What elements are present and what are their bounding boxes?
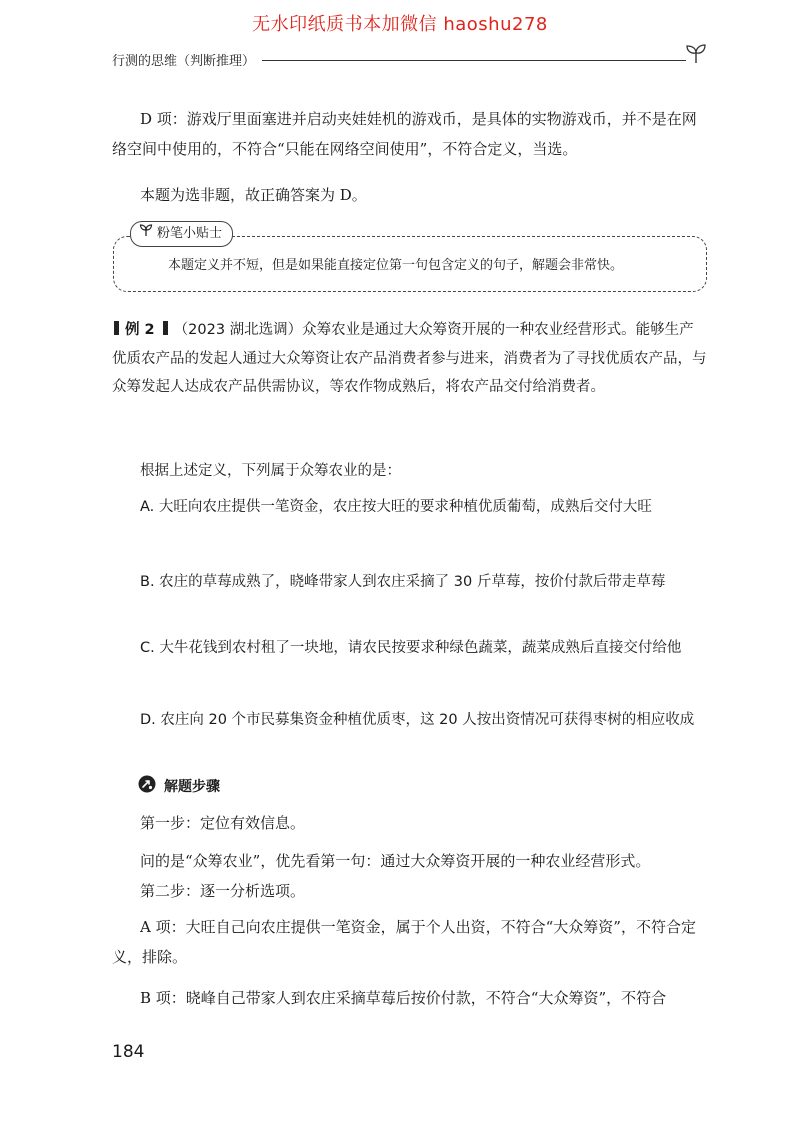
- step-one-detail: 问的是“众筹农业”，优先看第一句：通过大众筹资开展的一种农业经营形式。: [140, 852, 651, 870]
- example-source: （2023 湖北选调）: [173, 322, 303, 338]
- solution-heading: [138, 775, 220, 797]
- example-label: 例 2: [125, 322, 155, 338]
- example-marker-right: [163, 321, 168, 335]
- step-one: 第一步：定位有效信息。: [140, 814, 306, 832]
- solution-heading-text: 解题步骤: [164, 779, 220, 795]
- header-title: 行测的思维（判断推理）: [112, 54, 256, 69]
- option-b: B. 农庄的草莓成熟了，晓峰带家人到农庄采摘了 30 斤草莓，按价付款后带走草莓: [140, 574, 666, 590]
- tip-tag: [130, 221, 233, 247]
- example-question: 根据上述定义，下列属于众筹农业的是：: [140, 463, 401, 479]
- step-two: 第二步：逐一分析选项。: [140, 882, 306, 900]
- steps-icon: [138, 775, 156, 797]
- running-header: [112, 48, 708, 72]
- page-number: 184: [112, 1042, 145, 1062]
- sprout-icon: [684, 42, 708, 68]
- sprout-icon: [139, 222, 153, 246]
- option-d: D. 农庄向 20 个市民募集资金种植优质枣，这 20 人按出资情况可获得枣树的相应收成: [140, 712, 695, 728]
- tip-text: 本题定义并不短，但是如果能直接定位第一句包含定义的句子，解题会非常快。: [168, 258, 624, 273]
- option-d-analysis: D 项：游戏厅里面塞进并启动夹娃娃机的游戏币，是具体的实物游戏币，并不是在网络空间中使用的，不符合“只能在网络空间使用”，不符合定义，当选。: [112, 110, 697, 158]
- option-a: A. 大旺向农庄提供一笔资金，农庄按大旺的要求种植优质葡萄，成熟后交付大旺: [140, 499, 652, 515]
- answer-conclusion: 本题为选非题，故正确答案为 D。: [140, 186, 367, 204]
- option-c: C. 大牛花钱到农村租了一块地，请农民按要求种绿色蔬菜，蔬菜成熟后直接交付给他: [140, 640, 682, 656]
- tip-label: 粉笔小贴士: [157, 226, 223, 241]
- analysis-a: A 项：大旺自己向农庄提供一笔资金，属于个人出资，不符合“大众筹资”，不符合定义，排除。: [112, 918, 696, 966]
- example-stem-text: 众筹农业是通过大众筹资开展的一种农业经营形式。能够生产优质农产品的发起人通过大众筹资让农产品消费者参与进来，消费者为了寻找优质农产品，与众筹发起人达成农产品供需协议，等农作物成熟后，将农产品交付给消费者。: [112, 322, 707, 395]
- analysis-b: B 项：晓峰自己带家人到农庄采摘草莓后按价付款，不符合“大众筹资”，不符合: [140, 989, 667, 1007]
- example-stem: [112, 316, 708, 402]
- header-rule: [262, 60, 686, 61]
- example-marker-left: [114, 321, 119, 335]
- watermark-text: 无水印纸质书本加微信 haoshu278: [252, 14, 548, 35]
